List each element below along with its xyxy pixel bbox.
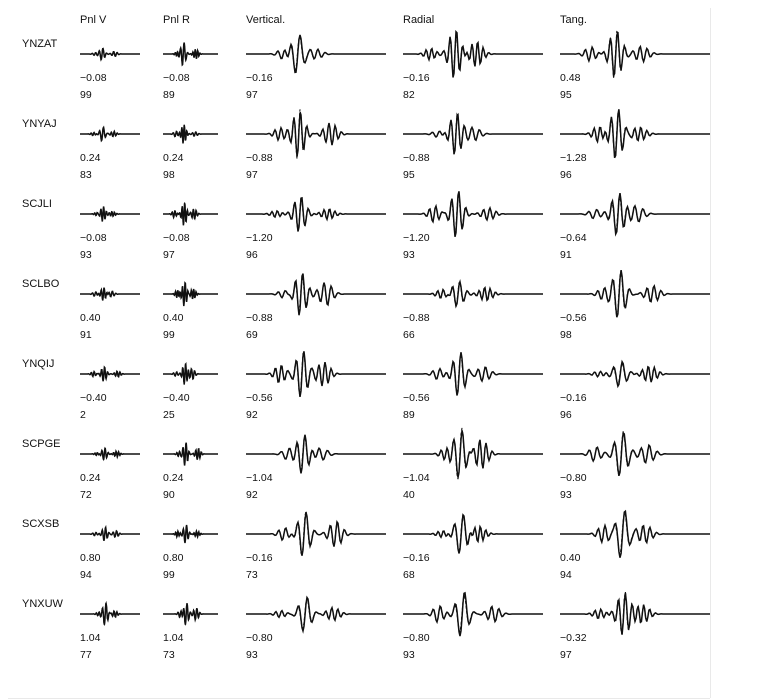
waveform-ynqij-tang (560, 374, 710, 376)
waveform-scjli-vertical (246, 214, 386, 216)
time-shift-value: 0.40 (80, 312, 101, 324)
synthetic-trace (403, 515, 543, 553)
station-label-scxsb: SCXSB (22, 518, 60, 530)
time-shift-value: −1.04 (246, 472, 273, 484)
station-label-scjli: SCJLI (22, 198, 52, 210)
correlation-value: 92 (246, 409, 258, 421)
waveform-sclbo-radial (403, 294, 543, 296)
correlation-value: 93 (403, 249, 415, 261)
waveform-ynyaj-pnl-r (163, 134, 218, 136)
waveform-sclbo-tang (560, 294, 710, 296)
time-shift-value: −0.08 (80, 232, 107, 244)
waveform-scjli-pnl-r (163, 214, 218, 216)
synthetic-trace (246, 352, 386, 396)
waveform-ynyaj-tang (560, 134, 710, 136)
time-shift-value: 0.24 (80, 472, 101, 484)
time-shift-value: −1.20 (246, 232, 273, 244)
correlation-value: 97 (163, 249, 175, 261)
correlation-value: 95 (403, 169, 415, 181)
time-shift-value: −0.16 (246, 552, 273, 564)
time-shift-value: −0.80 (560, 472, 587, 484)
column-header-tang: Tang. (560, 14, 587, 26)
correlation-value: 94 (80, 569, 92, 581)
time-shift-value: −0.08 (163, 72, 190, 84)
waveform-ynzat-tang (560, 54, 710, 56)
waveform-scjli-pnl-v (80, 214, 140, 216)
correlation-value: 98 (560, 329, 572, 341)
time-shift-value: 0.24 (163, 152, 184, 164)
correlation-value: 72 (80, 489, 92, 501)
correlation-value: 97 (246, 89, 258, 101)
correlation-value: 68 (403, 569, 415, 581)
time-shift-value: −0.40 (163, 392, 190, 404)
correlation-value: 96 (246, 249, 258, 261)
synthetic-trace (246, 37, 386, 72)
station-label-ynqij: YNQIJ (22, 358, 55, 370)
time-shift-value: −0.08 (163, 232, 190, 244)
waveform-scxsb-pnl-r (163, 534, 218, 536)
correlation-value: 95 (560, 89, 572, 101)
waveform-ynxuw-vertical (246, 614, 386, 616)
synthetic-trace (246, 278, 386, 312)
correlation-value: 66 (403, 329, 415, 341)
time-shift-value: −0.88 (403, 312, 430, 324)
correlation-value: 89 (403, 409, 415, 421)
correlation-value: 73 (163, 649, 175, 661)
time-shift-value: 0.24 (80, 152, 101, 164)
time-shift-value: −0.32 (560, 632, 587, 644)
time-shift-value: −1.28 (560, 152, 587, 164)
correlation-value: 90 (163, 489, 175, 501)
time-shift-value: −1.20 (403, 232, 430, 244)
time-shift-value: −0.88 (246, 312, 273, 324)
time-shift-value: −0.56 (246, 392, 273, 404)
time-shift-value: −0.64 (560, 232, 587, 244)
correlation-value: 99 (163, 569, 175, 581)
correlation-value: 83 (80, 169, 92, 181)
observed-trace (560, 32, 710, 75)
waveform-ynzat-pnl-r (163, 54, 218, 56)
correlation-value: 77 (80, 649, 92, 661)
correlation-value: 99 (163, 329, 175, 341)
column-header-pnl-r: Pnl R (163, 14, 190, 26)
correlation-value: 99 (80, 89, 92, 101)
time-shift-value: −0.16 (246, 72, 273, 84)
waveform-ynqij-pnl-r (163, 374, 218, 376)
synthetic-trace (560, 513, 710, 555)
time-shift-value: −0.16 (403, 552, 430, 564)
correlation-value: 91 (80, 329, 92, 341)
waveform-sclbo-vertical (246, 294, 386, 296)
waveform-scpge-tang (560, 454, 710, 456)
waveform-ynyaj-vertical (246, 134, 386, 136)
waveform-ynyaj-pnl-v (80, 134, 140, 136)
correlation-value: 2 (80, 409, 86, 421)
waveform-sclbo-pnl-r (163, 294, 218, 296)
correlation-value: 93 (80, 249, 92, 261)
time-shift-value: −0.80 (246, 632, 273, 644)
column-header-pnl-v: Pnl V (80, 14, 107, 26)
observed-trace (246, 198, 386, 232)
time-shift-value: −0.88 (246, 152, 273, 164)
correlation-value: 97 (246, 169, 258, 181)
waveform-scxsb-pnl-v (80, 534, 140, 536)
waveform-scpge-pnl-r (163, 454, 218, 456)
time-shift-value: 0.80 (163, 552, 184, 564)
waveform-scxsb-radial (403, 534, 543, 536)
waveform-ynxuw-radial (403, 614, 543, 616)
time-shift-value: −0.88 (403, 152, 430, 164)
time-shift-value: −0.56 (403, 392, 430, 404)
waveform-sclbo-pnl-v (80, 294, 140, 296)
waveform-scxsb-vertical (246, 534, 386, 536)
time-shift-value: −0.56 (560, 312, 587, 324)
waveform-scpge-vertical (246, 454, 386, 456)
waveform-ynxuw-pnl-v (80, 614, 140, 616)
waveform-scpge-pnl-v (80, 454, 140, 456)
observed-trace (80, 603, 140, 624)
correlation-value: 93 (560, 489, 572, 501)
waveform-ynzat-radial (403, 54, 543, 56)
waveform-ynqij-vertical (246, 374, 386, 376)
correlation-value: 98 (163, 169, 175, 181)
synthetic-trace (246, 437, 386, 470)
waveform-ynqij-pnl-v (80, 374, 140, 376)
correlation-value: 93 (246, 649, 258, 661)
station-label-scpge: SCPGE (22, 438, 61, 450)
time-shift-value: −0.16 (403, 72, 430, 84)
time-shift-value: −0.08 (80, 72, 107, 84)
correlation-value: 89 (163, 89, 175, 101)
waveform-scpge-radial (403, 454, 543, 456)
waveform-ynzat-vertical (246, 54, 386, 56)
correlation-value: 25 (163, 409, 175, 421)
station-label-ynzat: YNZAT (22, 38, 58, 50)
waveform-ynxuw-tang (560, 614, 710, 616)
synthetic-trace (246, 511, 386, 556)
synthetic-trace (560, 363, 710, 384)
station-label-ynyaj: YNYAJ (22, 118, 57, 130)
time-shift-value: 0.24 (163, 472, 184, 484)
column-header-radial: Radial (403, 14, 435, 26)
correlation-value: 69 (246, 329, 258, 341)
correlation-value: 94 (560, 569, 572, 581)
correlation-value: 92 (246, 489, 258, 501)
waveform-scxsb-tang (560, 534, 710, 536)
time-shift-value: 1.04 (163, 632, 184, 644)
time-shift-value: 1.04 (80, 632, 101, 644)
waveform-scjli-radial (403, 214, 543, 216)
column-header-vertical: Vertical. (246, 14, 286, 26)
time-shift-value: −0.80 (403, 632, 430, 644)
observed-trace (80, 207, 140, 222)
time-shift-value: 0.40 (163, 312, 184, 324)
waveform-ynyaj-radial (403, 134, 543, 136)
correlation-value: 91 (560, 249, 572, 261)
correlation-value: 40 (403, 489, 415, 501)
waveform-ynzat-pnl-v (80, 54, 140, 56)
correlation-value: 97 (560, 649, 572, 661)
synthetic-trace (403, 114, 543, 154)
correlation-value: 96 (560, 169, 572, 181)
time-shift-value: −0.40 (80, 392, 107, 404)
frame-right-edge (710, 8, 711, 698)
time-shift-value: 0.80 (80, 552, 101, 564)
time-shift-value: −0.16 (560, 392, 587, 404)
waveform-ynxuw-pnl-r (163, 614, 218, 616)
station-label-sclbo: SCLBO (22, 278, 60, 290)
time-shift-value: 0.48 (560, 72, 581, 84)
time-shift-value: −1.04 (403, 472, 430, 484)
waveform-scjli-tang (560, 214, 710, 216)
correlation-value: 73 (246, 569, 258, 581)
time-shift-value: 0.40 (560, 552, 581, 564)
waveform-ynqij-radial (403, 374, 543, 376)
correlation-value: 82 (403, 89, 415, 101)
correlation-value: 96 (560, 409, 572, 421)
correlation-value: 93 (403, 649, 415, 661)
station-label-ynxuw: YNXUW (22, 598, 63, 610)
